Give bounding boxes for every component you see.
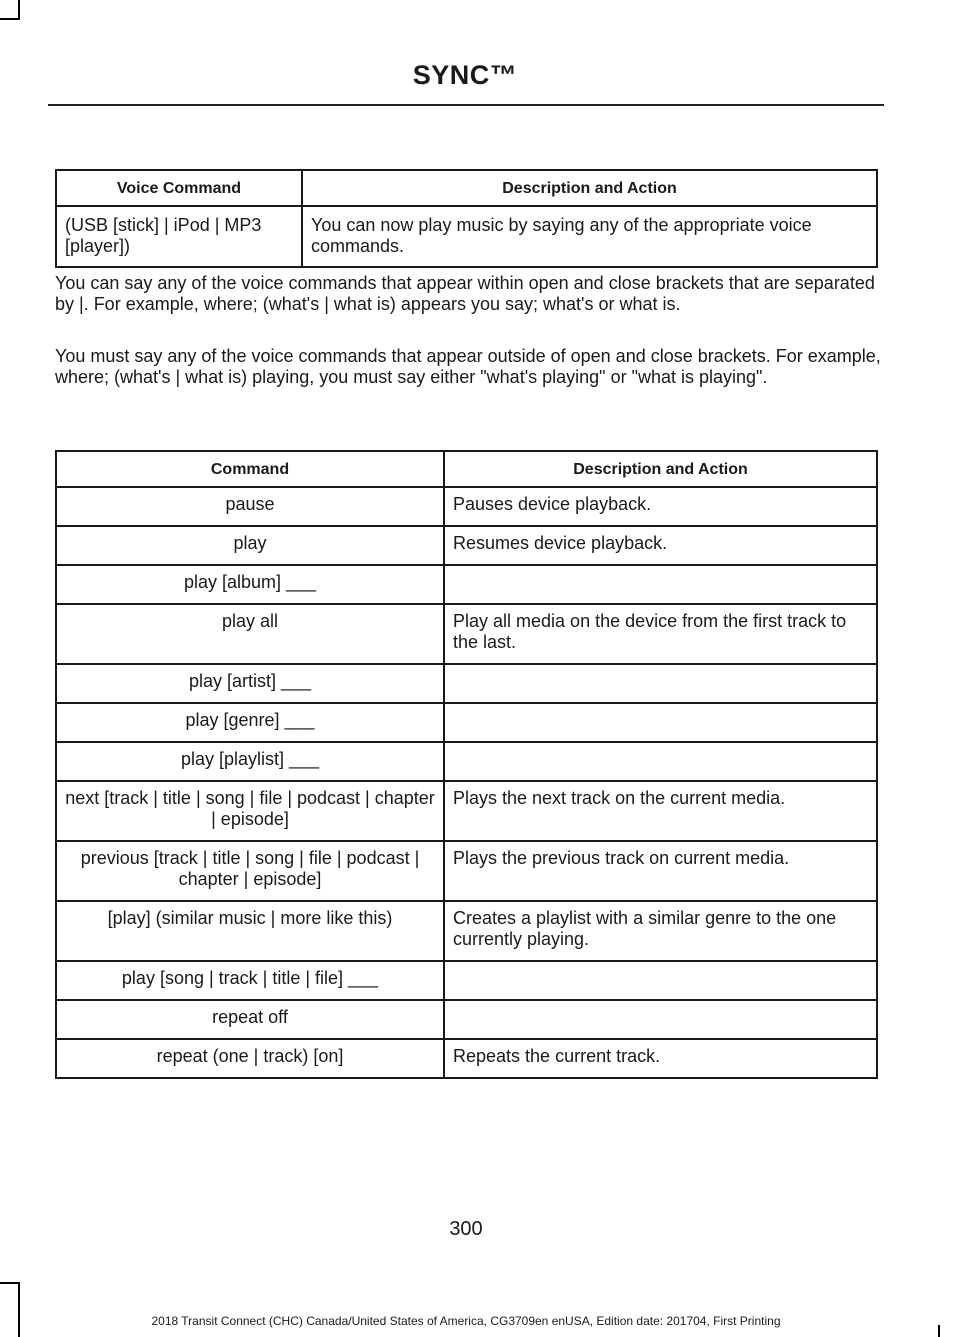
command-cell: play [song | track | title | file] ___ [56,961,444,1000]
table-row [56,901,877,961]
table-row [56,565,877,604]
column-header: Voice Command [56,170,302,206]
table-row [56,781,877,841]
description-cell [444,961,877,1000]
command-cell: play [playlist] ___ [56,742,444,781]
column-header: Description and Action [302,170,877,206]
description-cell: Repeats the current track. [444,1039,877,1078]
description-cell: Pauses device playback. [444,487,877,526]
column-header: Command [56,451,444,487]
command-cell: (USB [stick] | iPod | MP3 [player]) [56,206,302,267]
command-cell: repeat (one | track) [on] [56,1039,444,1078]
table-row [56,703,877,742]
column-header: Description and Action [444,451,877,487]
table-row [56,206,877,267]
table-row [56,961,877,1000]
description-cell: You can now play music by saying any of the appropriate voice commands. [302,206,877,267]
crop-mark-top-left-v [18,0,20,20]
crop-mark-top-left-h [0,18,20,20]
description-cell [444,1000,877,1039]
command-cell: pause [56,487,444,526]
table-row [56,1039,877,1078]
table-row [56,664,877,703]
table-header-row [56,451,877,487]
description-cell [444,703,877,742]
command-cell: play [artist] ___ [56,664,444,703]
command-cell: play all [56,604,444,664]
body-paragraph: You can say any of the voice commands that appear within open and close brackets that are separated by |. For example, where; (what's | what is) appears you say; what's or what is. [55,273,875,314]
table-row [56,604,877,664]
crop-mark-bottom-right-v [938,1325,940,1337]
description-cell: Plays the previous track on current media. [444,841,877,901]
description-cell: Play all media on the device from the first track to the last. [444,604,877,664]
description-cell [444,664,877,703]
body-paragraph: You must say any of the voice commands that appear outside of open and close brackets. For example, where; (what's | what is) playing, you must say either "what's playing" or "what is playing". [55,346,881,387]
description-cell [444,742,877,781]
command-cell: play [56,526,444,565]
page-number: 300 [449,1218,483,1240]
table-header-row [56,170,877,206]
voice-command-table [55,169,878,268]
description-cell: Resumes device playback. [444,526,877,565]
footer-edition-info: 2018 Transit Connect (CHC) Canada/United States of America, CG3709en enUSA, Edition date: 201704, First Printing [151,1314,781,1328]
page-header-title: SYNC™ [412,60,518,90]
table-row [56,487,877,526]
table-row [56,1000,877,1039]
table-row [56,526,877,565]
command-table [55,450,878,1079]
description-cell: Creates a playlist with a similar genre to the one currently playing. [444,901,877,961]
table-row [56,742,877,781]
command-cell: next [track | title | song | file | podcast | chapter | episode] [56,781,444,841]
crop-mark-bottom-left-v [18,1282,20,1337]
command-cell: previous [track | title | song | file | podcast | chapter | episode] [56,841,444,901]
command-cell: [play] (similar music | more like this) [56,901,444,961]
command-cell: play [album] ___ [56,565,444,604]
crop-mark-bottom-left-h [0,1282,20,1284]
description-cell: Plays the next track on the current media. [444,781,877,841]
description-cell [444,565,877,604]
header-divider [48,104,884,106]
command-cell: play [genre] ___ [56,703,444,742]
command-cell: repeat off [56,1000,444,1039]
table-row [56,841,877,901]
